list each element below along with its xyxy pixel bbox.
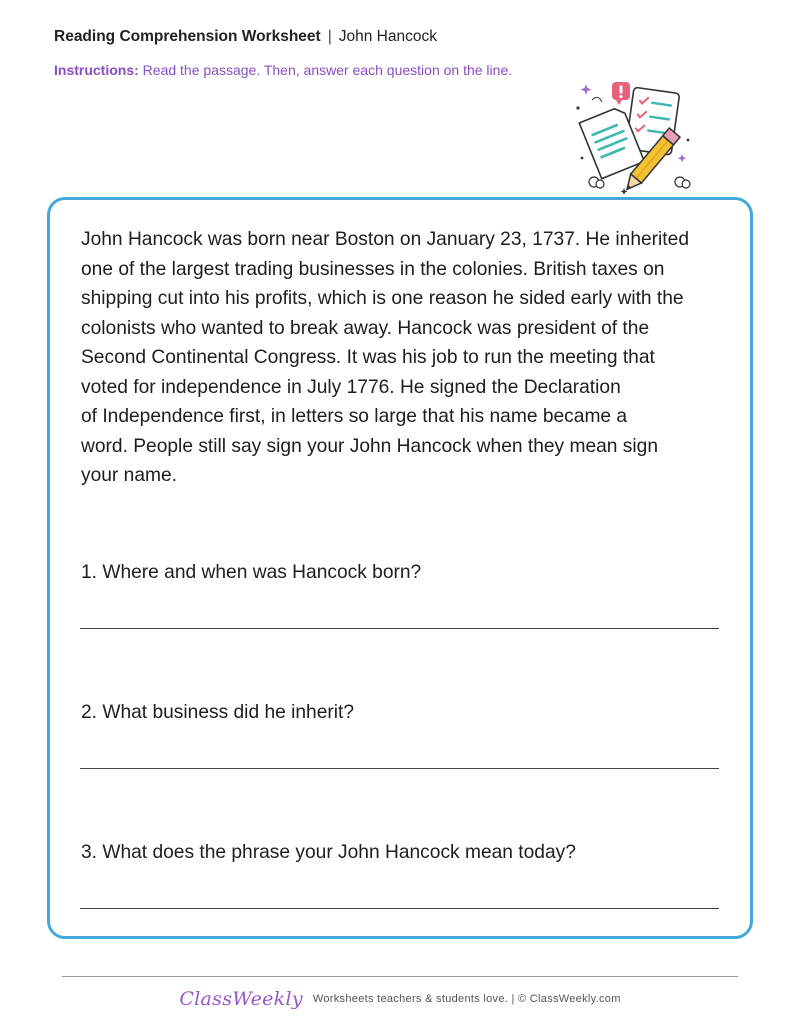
answer-line-2[interactable] [80, 768, 719, 769]
passage-line: of Independence first, in letters so large that his name became a [81, 406, 628, 427]
passage-line: shipping cut into his profits, which is one reason he sided early with the [81, 288, 684, 309]
worksheet-pencil-illustration-icon [572, 78, 694, 196]
passage-line: John Hancock was born near Boston on January 23, 1737. He inherited [81, 229, 689, 250]
footer [0, 988, 800, 1010]
passage-line: one of the largest trading businesses in the colonies. British taxes on [81, 258, 665, 280]
reading-passage [81, 225, 729, 491]
footer-tagline: Worksheets teachers & students love. | © ClassWeekly.com [312, 993, 621, 1005]
worksheet-header [54, 28, 437, 46]
answer-line-3[interactable] [80, 908, 719, 909]
question-1: 1. Where and when was Hancock born? [81, 562, 422, 583]
worksheet-topic: John Hancock [338, 28, 437, 45]
passage-line: your name. [81, 465, 177, 486]
instructions [54, 60, 514, 81]
instructions-label: Instructions: [54, 62, 139, 78]
worksheet-type: Reading Comprehension Worksheet [54, 28, 321, 45]
passage-line: Second Continental Congress. It was his job to run the meeting that [81, 347, 655, 368]
question-2: 2. What business did he inherit? [81, 702, 355, 723]
brand-logo: ClassWeekly [179, 988, 303, 1010]
passage-line: word. People still say sign your John Hancock when they mean sign [81, 435, 658, 457]
question-3: 3. What does the phrase your John Hancock mean today? [81, 842, 576, 863]
footer-divider [62, 976, 738, 977]
passage-line: colonists who wanted to break away. Hancock was president of the [81, 317, 650, 339]
answer-line-1[interactable] [80, 628, 719, 629]
header-separator: | [327, 28, 332, 45]
passage-line: voted for independence in July 1776. He signed the Declaration [81, 376, 621, 398]
instructions-text: Read the passage. Then, answer each question on the line. [142, 62, 513, 78]
